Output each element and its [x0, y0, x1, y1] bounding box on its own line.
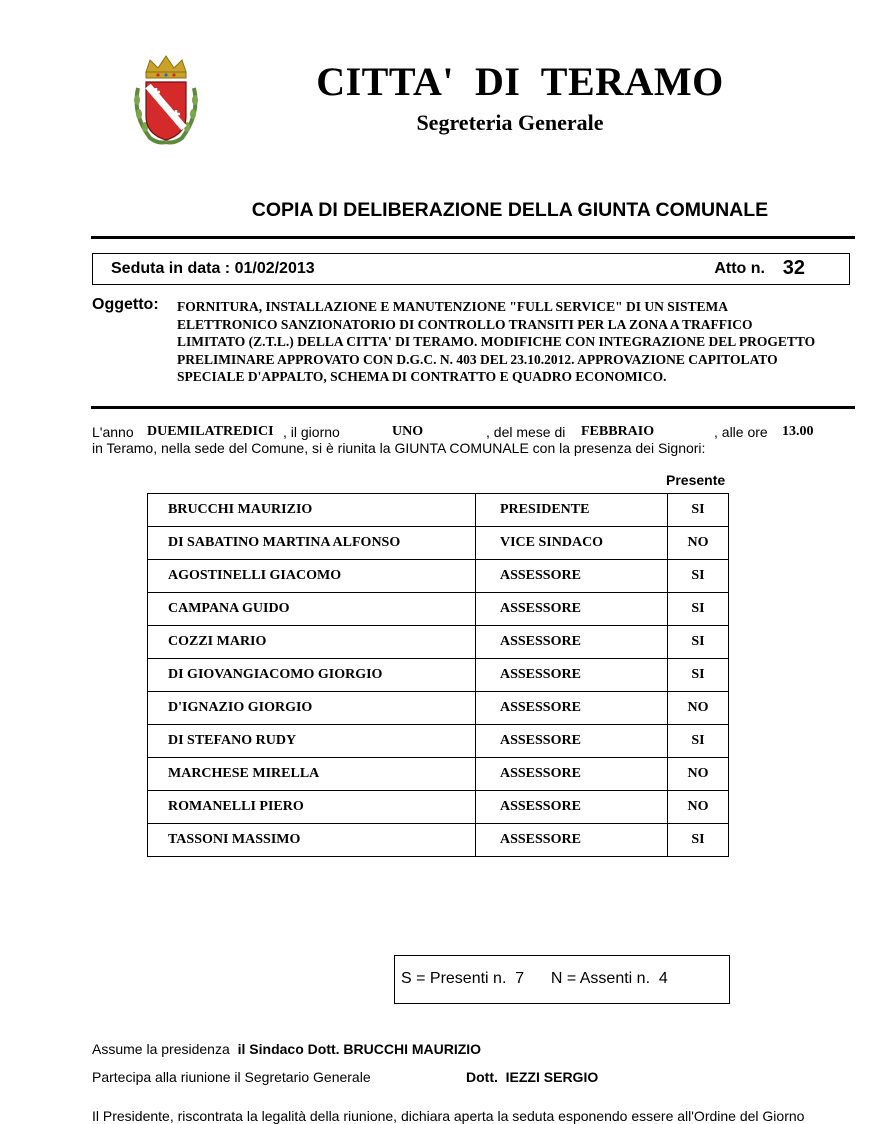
member-present: SI: [668, 725, 729, 758]
member-name: BRUCCHI MAURIZIO: [148, 494, 476, 527]
member-name: DI SABATINO MARTINA ALFONSO: [148, 527, 476, 560]
table-row: [148, 659, 729, 692]
month-value: FEBBRAIO: [581, 424, 655, 439]
attendance-summary-box: [394, 955, 730, 1004]
member-name: COZZI MARIO: [148, 626, 476, 659]
table-row: [148, 494, 729, 527]
member-name: D'IGNAZIO GIORGIO: [148, 692, 476, 725]
member-name: ROMANELLI PIERO: [148, 791, 476, 824]
session-date: Seduta in data : 01/02/2013: [111, 260, 315, 277]
member-present: SI: [668, 659, 729, 692]
member-role: VICE SINDACO: [476, 527, 668, 560]
attendance-table: [147, 493, 729, 857]
presidency-prefix: Assume la presidenza: [92, 1041, 230, 1057]
day-prefix: , il giorno: [283, 424, 340, 440]
member-present: NO: [668, 791, 729, 824]
member-present: NO: [668, 527, 729, 560]
member-role: ASSESSORE: [476, 725, 668, 758]
member-present: NO: [668, 758, 729, 791]
member-role: ASSESSORE: [476, 659, 668, 692]
member-role: PRESIDENTE: [476, 494, 668, 527]
member-role: ASSESSORE: [476, 824, 668, 857]
member-present: SI: [668, 560, 729, 593]
document-title: COPIA DI DELIBERAZIONE DELLA GIUNTA COMUNALE: [251, 199, 769, 221]
member-name: DI STEFANO RUDY: [148, 725, 476, 758]
table-row: [148, 791, 729, 824]
hour-prefix: , alle ore: [714, 424, 768, 440]
presidency-line: [92, 1041, 481, 1057]
table-row: [148, 692, 729, 725]
divider-top: [91, 236, 855, 239]
act-number: 32: [782, 257, 805, 279]
table-row: [148, 527, 729, 560]
act-number-label: Atto n.: [714, 260, 765, 277]
member-role: ASSESSORE: [476, 626, 668, 659]
member-present: SI: [668, 494, 729, 527]
subject-text: FORNITURA, INSTALLAZIONE E MANUTENZIONE "FULL SERVICE" DI UN SISTEMA ELETTRONICO SANZIONATORIO DI CONTROLLO TRANSITI PER LA ZONA A TRAFFICO LIMITATO (Z.T.L.) DELLA CITTA' DI TERAMO. MODIFICHE CON INTEGRAZIONE DEL PROGETTO PRELIMINARE APPROVATO CON D.G.C. N. 403 DEL 23.10.2012. APPROVAZIONE CAPITOLATO SPECIALE D'APPALTO, SCHEMA DI CONTRATTO E QUADRO ECONOMICO.: [177, 299, 816, 384]
present-column-header: Presente: [666, 472, 726, 488]
day-value: UNO: [392, 424, 424, 439]
presidency-value: il Sindaco Dott. BRUCCHI MAURIZIO: [237, 1041, 482, 1057]
member-role: ASSESSORE: [476, 791, 668, 824]
secretary-value: Dott. IEZZI SERGIO: [466, 1069, 599, 1085]
table-row: [148, 626, 729, 659]
session-info-box: [92, 253, 850, 285]
table-row: [148, 725, 729, 758]
hour-value: 13.00: [782, 424, 814, 439]
member-name: TASSONI MASSIMO: [148, 824, 476, 857]
year-value: DUEMILATREDICI: [147, 424, 274, 439]
month-prefix: , del mese di: [486, 424, 566, 440]
divider-middle: [91, 406, 855, 409]
department-subtitle: Segreteria Generale: [416, 110, 604, 135]
member-present: SI: [668, 593, 729, 626]
session-location-text: in Teramo, nella sede del Comune, si è riunita la GIUNTA COMUNALE con la presenza dei Signori:: [92, 440, 706, 456]
attendance-summary: S = Presenti n. 7 N = Assenti n. 4: [401, 970, 668, 987]
member-present: SI: [668, 824, 729, 857]
table-row: [148, 824, 729, 857]
member-role: ASSESSORE: [476, 593, 668, 626]
member-name: AGOSTINELLI GIACOMO: [148, 560, 476, 593]
subject-label: Oggetto:: [92, 296, 159, 313]
city-title: CITTA' DI TERAMO: [316, 59, 724, 104]
member-role: ASSESSORE: [476, 758, 668, 791]
table-row: [148, 593, 729, 626]
city-crest-icon: [128, 52, 204, 148]
year-prefix: L'anno: [92, 424, 134, 440]
member-name: MARCHESE MIRELLA: [148, 758, 476, 791]
member-name: DI GIOVANGIACOMO GIORGIO: [148, 659, 476, 692]
member-present: NO: [668, 692, 729, 725]
opening-statement: Il Presidente, riscontrata la legalità della riunione, dichiara aperta la seduta esponendo essere all'Ordine del Giorno: [92, 1108, 805, 1124]
member-name: CAMPANA GUIDO: [148, 593, 476, 626]
secretary-prefix: Partecipa alla riunione il Segretario Generale: [92, 1069, 371, 1085]
member-present: SI: [668, 626, 729, 659]
member-role: ASSESSORE: [476, 692, 668, 725]
member-role: ASSESSORE: [476, 560, 668, 593]
secretary-line: [92, 1069, 599, 1085]
table-row: [148, 758, 729, 791]
table-row: [148, 560, 729, 593]
